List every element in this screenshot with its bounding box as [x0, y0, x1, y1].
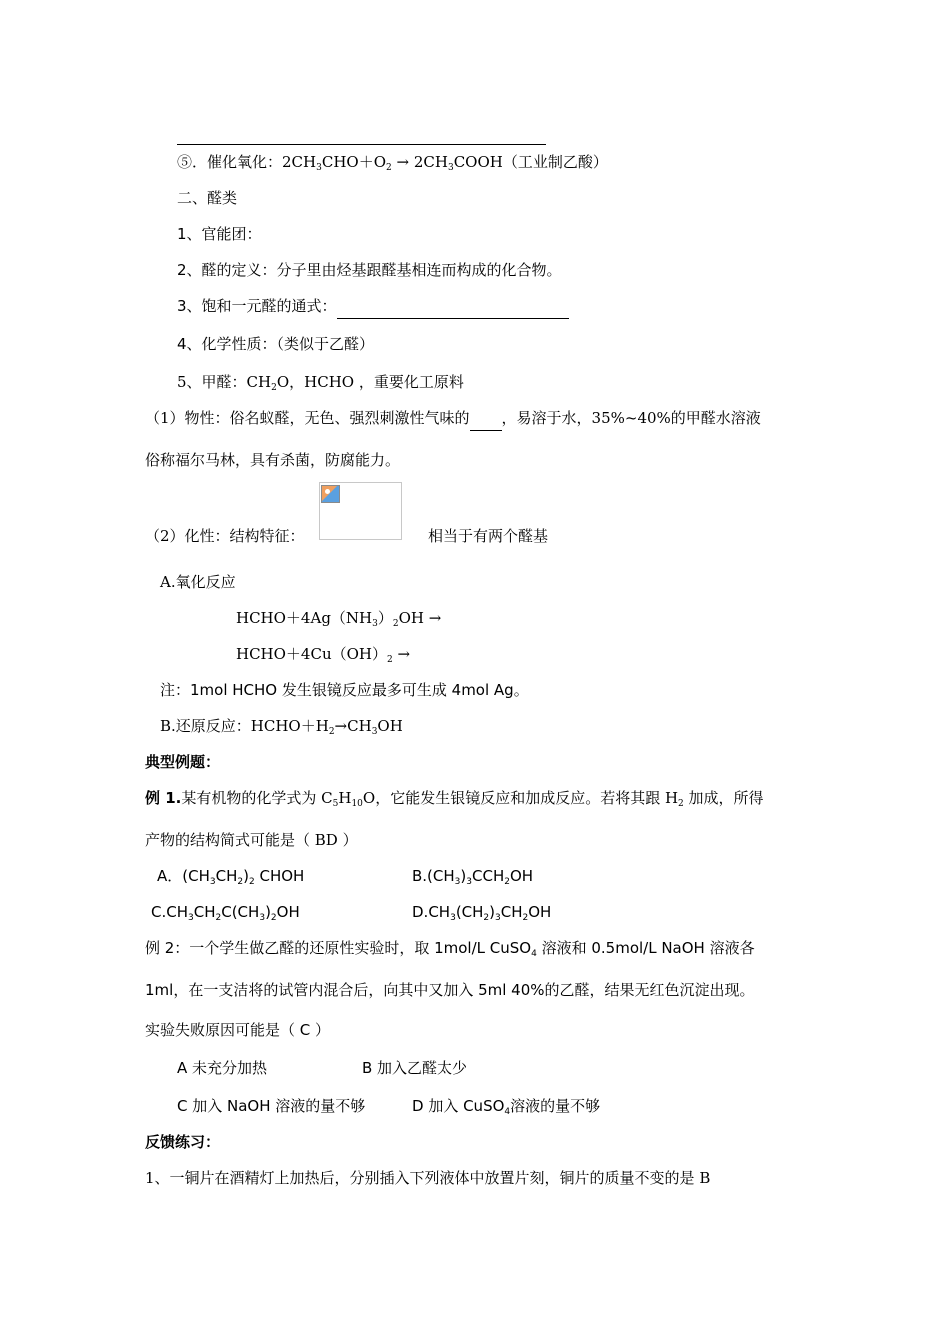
example-2-question: 实验失败原因可能是（ C ）: [145, 1021, 331, 1039]
exercise-1-line: 1、一铜片在酒精灯上加热后，分别插入下列液体中放置片刻，铜片的质量不变的是 B: [145, 1169, 711, 1187]
example-1-line: 例 1.某有机物的化学式为 $C_5H_{10}O$，它能发生银镜反应和加成反应。若将其跟 $H_2$ 加成，所得: [145, 789, 764, 809]
chemical-properties-structure-label: （2）化性：结构特征：: [145, 527, 305, 545]
broken-image-icon: [321, 485, 340, 503]
option-b: $B.(CH_3)_3CCH_2OH$: [412, 867, 534, 887]
physical-state-blank: [470, 410, 502, 431]
example-2-option-d: D 加入 CuSO$_4$溶液的量不够: [412, 1097, 601, 1117]
option-c: $C.CH_3CH_2C(CH_3)_2OH$: [151, 903, 300, 923]
option-a: A．$(CH_3CH_2)_2$ CHOH: [157, 867, 305, 887]
example-1-question: 产物的结构简式可能是（ BD ）: [145, 831, 358, 849]
item-chemical-properties: 4、化学性质：（类似于乙醛）: [177, 335, 375, 353]
formalin-line: 俗称福尔马林，具有杀菌，防腐能力。: [145, 451, 401, 469]
oxidation-reaction-heading: A.氧化反应: [160, 573, 236, 591]
structure-image-placeholder: [319, 482, 402, 540]
item-definition: 2、醛的定义：分子里由烃基跟醛基相连而构成的化合物。: [177, 261, 562, 279]
physical-properties-line: （1）物性：俗名蚁醛，无色、强烈刺激性气味的 ，易溶于水，35%~40%的甲醛水溶液: [145, 408, 761, 431]
item-formaldehyde: 5、甲醛：$CH_2O$，HCHO ，重要化工原料: [177, 373, 464, 393]
option-d: $D.CH_3(CH_2)_3CH_2OH$: [412, 903, 552, 923]
item-general-formula: 3、饱和一元醛的通式：: [177, 296, 569, 319]
typical-examples-heading: 典型例题：: [145, 753, 221, 771]
two-aldehyde-groups-text: 相当于有两个醛基: [428, 527, 549, 545]
line-catalytic-oxidation: ⑤．催化氧化：$2CH_3CHO+O_2$ → $2CH_3COOH$（工业制乙酸）: [177, 153, 608, 173]
copper-hydroxide-equation: $HCHO+4Cu(OH)_2$ →: [236, 645, 411, 665]
section-aldehydes: 二、醛类: [177, 189, 238, 207]
note-silver-mirror: 注：1mol HCHO 发生银镜反应最多可生成 4mol Ag。: [160, 681, 529, 699]
formula-blank: [337, 298, 569, 319]
example-2-line-2: 1ml，在一支洁将的试管内混合后，向其中又加入 5ml 40%的乙醛，结果无红色沉淀出现。: [145, 981, 755, 999]
feedback-exercise-heading: 反馈练习：: [145, 1133, 221, 1151]
example-2-option-a: A 未充分加热: [177, 1059, 268, 1077]
example-2-option-c: C 加入 NaOH 溶液的量不够: [177, 1097, 366, 1115]
reduction-reaction-line: B.还原反应：$HCHO+H_2\to CH_3OH$: [160, 717, 403, 737]
top-rule: [177, 144, 546, 145]
example-2-option-b: B 加入乙醛太少: [362, 1059, 468, 1077]
item-functional-group: 1、官能团：: [177, 225, 262, 243]
example-2-line: 例 2：一个学生做乙醛的还原性实验时，取 1mol/L CuSO$_4$ 溶液和 0.5mol/L NaOH 溶液各: [145, 939, 755, 959]
silver-mirror-equation: $HCHO+4Ag(NH_3)_2OH$ →: [236, 609, 442, 629]
